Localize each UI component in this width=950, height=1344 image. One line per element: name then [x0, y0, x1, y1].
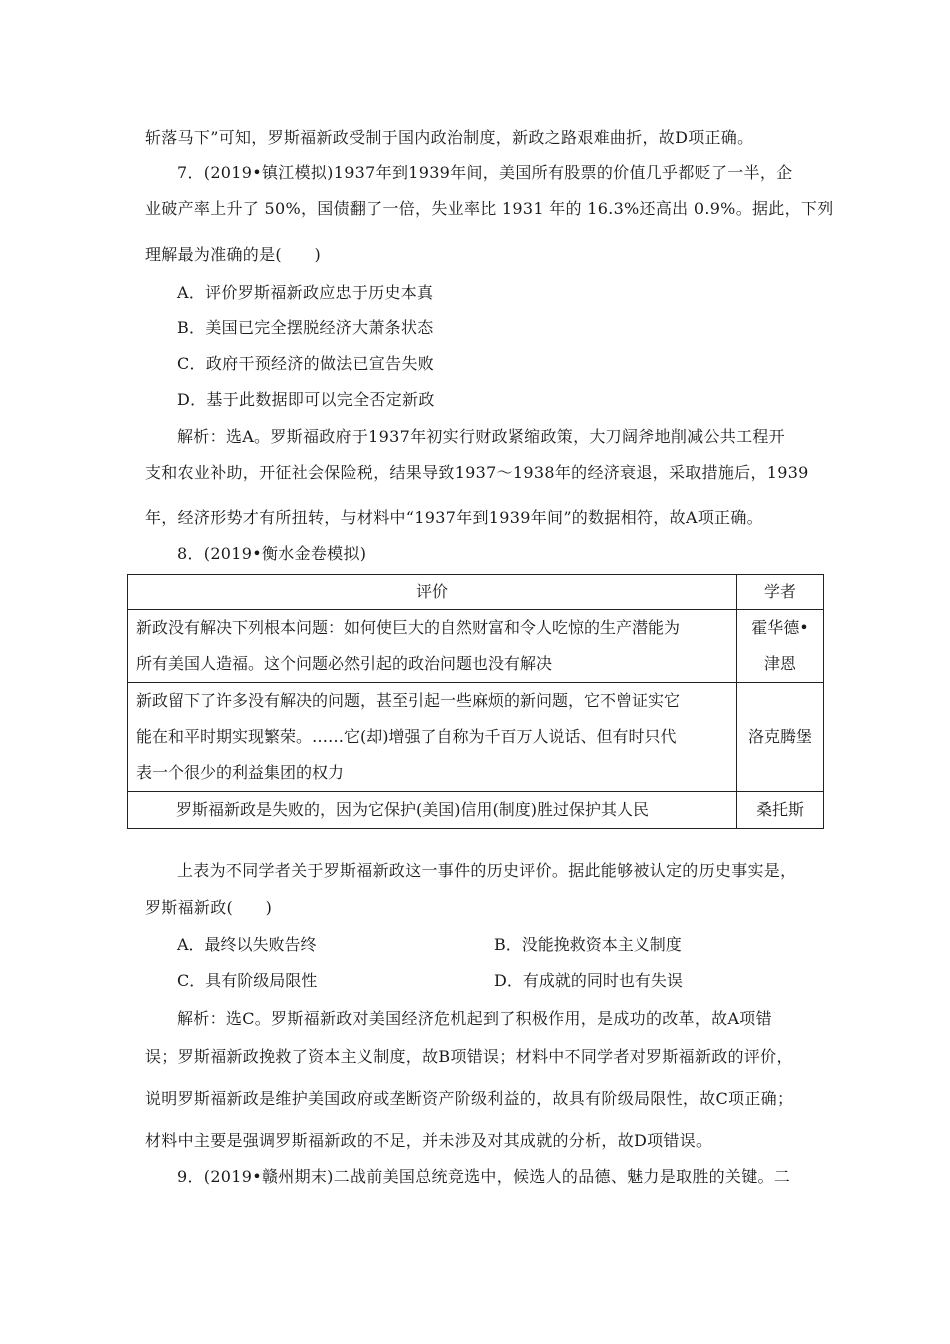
table-cell-text: 罗斯福新政是失败的，因为它保护(美国)信用(制度)胜过保护其人民	[176, 800, 649, 819]
question-7-stem-line-2: 业破产率上升了 50%，国债翻了一倍，失业率比 1931 年的 16.3%还高出 0.9%。据此，下列	[145, 199, 834, 218]
question-7-option-a: A．评价罗斯福新政应忠于历史本真	[177, 283, 434, 302]
question-8-option-c: C．具有阶级局限性	[177, 971, 318, 990]
table-cell-text: 霍华德•	[751, 618, 809, 637]
question-7-analysis-line-3: 年，经济形势才有所扭转，与材料中“1937年到1939年间”的数据相符，故A项正确。	[145, 508, 763, 527]
question-8-analysis-line-4: 材料中主要是强调罗斯福新政的不足，并未涉及对其成就的分析，故D项错误。	[145, 1131, 713, 1150]
question-7-option-c: C．政府干预经济的做法已宣告失败	[177, 354, 435, 373]
question-8-followup-line-2: 罗斯福新政( )	[145, 898, 273, 917]
table-cell-text: 所有美国人造福。这个问题必然引起的政治问题也没有解决	[136, 654, 553, 673]
table-cell-text: 表一个很少的利益集团的权力	[136, 763, 345, 782]
question-7-analysis-line-1: 解析：选A。罗斯福政府于1937年初实行财政紧缩政策，大刀阔斧地削减公共工程开	[177, 427, 785, 446]
line-prev-answer-end: 斩落马下”可知，罗斯福新政受制于国内政治制度，新政之路艰难曲折，故D项正确。	[145, 128, 754, 147]
table-cell-scholar	[737, 610, 824, 683]
question-7-stem-line-1: 7．(2019•镇江模拟)1937年到1939年间，美国所有股票的价值几乎都贬了一半，企	[177, 163, 793, 182]
table-cell-text: 新政留下了许多没有解决的问题，甚至引起一些麻烦的新问题，它不曾证实它	[136, 691, 681, 710]
table-header-eval: 评价	[128, 575, 737, 610]
question-8-analysis-line-2: 误；罗斯福新政挽救了资本主义制度，故B项错误；材料中不同学者对罗斯福新政的评价，	[145, 1047, 793, 1066]
question-7-option-d: D．基于此数据即可以完全否定新政	[177, 390, 435, 409]
question-8-stem: 8．(2019•衡水金卷模拟)	[177, 544, 367, 563]
table-row	[128, 610, 824, 683]
evaluation-table	[127, 574, 824, 829]
question-8-option-a: A．最终以失败告终	[177, 935, 317, 954]
question-9-stem-line-1: 9．(2019•赣州期末)二战前美国总统竞选中，候选人的品德、魅力是取胜的关键。二	[177, 1167, 791, 1186]
table-row	[128, 792, 824, 829]
question-8-followup-line-1: 上表为不同学者关于罗斯福新政这一事件的历史评价。据此能够被认定的历史事实是，	[177, 861, 797, 880]
table-cell-scholar	[737, 792, 824, 829]
table-cell-scholar	[737, 683, 824, 792]
question-7-analysis-line-2: 支和农业补助，开征社会保险税，结果导致1937～1938年的经济衰退，采取措施后，1939	[145, 463, 809, 482]
table-header-scholar: 学者	[737, 575, 824, 610]
table-header-row	[128, 575, 824, 610]
question-8-analysis-line-3: 说明罗斯福新政是维护美国政府或垄断资产阶级利益的，故具有阶级局限性，故C项正确；	[145, 1089, 794, 1108]
question-8-analysis-line-1: 解析：选C。罗斯福新政对美国经济危机起到了积极作用，是成功的改革，故A项错	[177, 1009, 772, 1028]
table-row	[128, 683, 824, 792]
table-cell-eval	[128, 610, 737, 683]
question-7-option-b: B．美国已完全摆脱经济大萧条状态	[177, 318, 434, 337]
table-cell-text: 桑托斯	[755, 800, 804, 819]
question-8-option-d: D．有成就的同时也有失误	[494, 971, 683, 990]
table-cell-eval	[128, 683, 737, 792]
table-cell-text: 津恩	[763, 654, 796, 673]
question-7-stem-line-3: 理解最为准确的是( )	[145, 245, 322, 264]
table-cell-text: 新政没有解决下列根本问题：如何使巨大的自然财富和令人吃惊的生产潜能为	[136, 618, 681, 637]
table-cell-text: 能在和平时期实现繁荣。……它(却)增强了自称为千百万人说话、但有时只代	[136, 727, 677, 746]
table-cell-eval	[128, 792, 737, 829]
table-cell-text: 洛克腾堡	[747, 727, 812, 746]
question-8-option-b: B．没能挽救资本主义制度	[494, 935, 682, 954]
